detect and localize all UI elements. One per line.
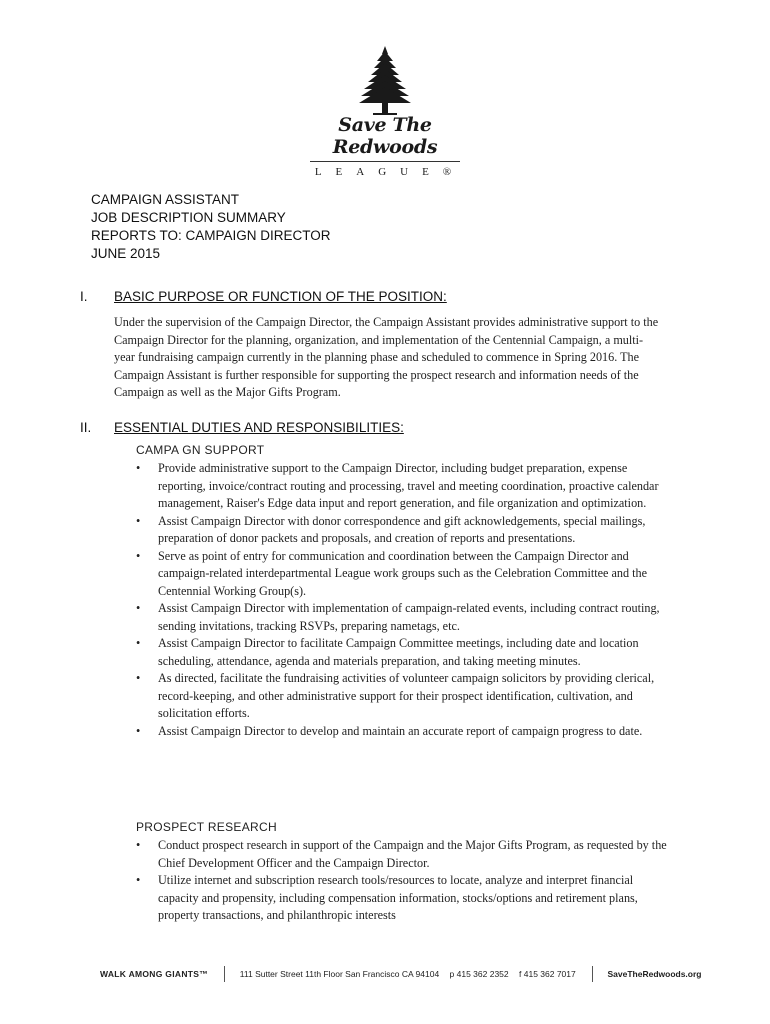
footer-address: 111 Sutter Street 11th Floor San Francisco CA 94104 [239, 969, 440, 979]
document-header [91, 191, 331, 263]
logo-league: LEAGUE® [314, 166, 466, 178]
bullet-list [136, 837, 676, 925]
list-item: • Assist Campaign Director to facilitate Campaign Committee meetings, including date and location scheduling, attendance, agenda and materials preparation, and taking meeting minutes. [136, 636, 639, 668]
document-type: JOB DESCRIPTION SUMMARY [91, 210, 286, 225]
page-footer [100, 966, 702, 982]
footer-phone: p 415 362 2352 [449, 969, 509, 979]
bullet-icon: • [136, 636, 141, 650]
section-title: ESSENTIAL DUTIES AND RESPONSIBILITIES: [114, 420, 404, 435]
document-date: JUNE 2015 [91, 246, 161, 261]
bullet-icon: • [136, 723, 141, 738]
section-paragraph: Under the supervision of the Campaign Director, the Campaign Assistant provides administrative support to the Campaign Director for the planning, organization, and implementation of the Centennial Campaign, a multi-year fundraising campaign currently in the planning phase and scheduled to commence in Spring 2016. The Campaign Assistant is further responsible for supporting the prospect research and information needs of the Campaign as well as the Major Gifts Program. [114, 315, 659, 399]
reports-to: REPORTS TO: CAMPAIGN DIRECTOR [91, 228, 331, 243]
footer-website-link[interactable]: SaveTheRedwoods.org [607, 969, 702, 979]
bullet-icon: • [136, 548, 141, 563]
logo-divider [310, 161, 460, 162]
section-number: II. [80, 420, 92, 435]
list-item: • Assist Campaign Director with donor correspondence and gift acknowledgements, special mailings, preparation of donor packets and proposals, and creation of reports and presentations. [136, 513, 646, 545]
bullet-icon: • [136, 461, 141, 475]
subsection-heading: PROSPECT RESEARCH [136, 820, 277, 834]
bullet-icon: • [136, 601, 141, 615]
subsection-heading: CAMPA GN SUPPORT [136, 443, 265, 457]
job-title: CAMPAIGN ASSISTANT [91, 192, 240, 207]
list-item: • Provide administrative support to the Campaign Director, including budget preparation, expense reporting, invoice/contract routing and processing, travel and meeting coordination, proactive calendar management, Raiser's Edge data input and report generation, and file organization and optimization. [136, 461, 659, 510]
section-number: I. [80, 289, 88, 304]
bullet-list [136, 460, 676, 740]
list-item: • Utilize internet and subscription research tools/resources to locate, analyze and interpret financial capacity and propensity, including compensation information, stocks/options and retirement plans, property transactions, and philanthropic interests [136, 873, 638, 922]
list-item: • Conduct prospect research in support of the Campaign and the Major Gifts Program, as requested by the Chief Development Officer and the Campaign Director. [136, 838, 667, 870]
list-item: • Assist Campaign Director with implementation of campaign-related events, including contract routing, sending invitations, tracking RSVPs, preparing nametags, etc. [136, 601, 660, 633]
footer-fax: f 415 362 7017 [519, 969, 576, 979]
list-item: • Assist Campaign Director to develop and maintain an accurate report of campaign progress to date. [136, 723, 676, 741]
bullet-icon: • [136, 671, 141, 685]
section-title: BASIC PURPOSE OR FUNCTION OF THE POSITION: [114, 289, 447, 304]
logo-wordmark: Save The Redwoods [332, 114, 438, 158]
bullet-icon: • [136, 873, 141, 887]
footer-divider [592, 966, 593, 982]
list-item: • As directed, facilitate the fundraising activities of volunteer campaign solicitors by providing clerical, record-keeping, and other administrative support for their prospect identification, cultivation, and solicitation efforts. [136, 671, 655, 720]
list-item: • Serve as point of entry for communication and coordination between the Campaign Director and campaign-related interdepartmental League work groups such as the Celebration Committee and the Centennial Working Group(s). [136, 548, 648, 598]
footer-tagline: WALK AMONG GIANTS™ [100, 969, 209, 979]
footer-divider [224, 966, 225, 982]
save-the-redwoods-logo [290, 44, 480, 178]
bullet-icon: • [136, 513, 141, 528]
redwood-tree-icon [355, 44, 415, 116]
bullet-icon: • [136, 838, 141, 852]
